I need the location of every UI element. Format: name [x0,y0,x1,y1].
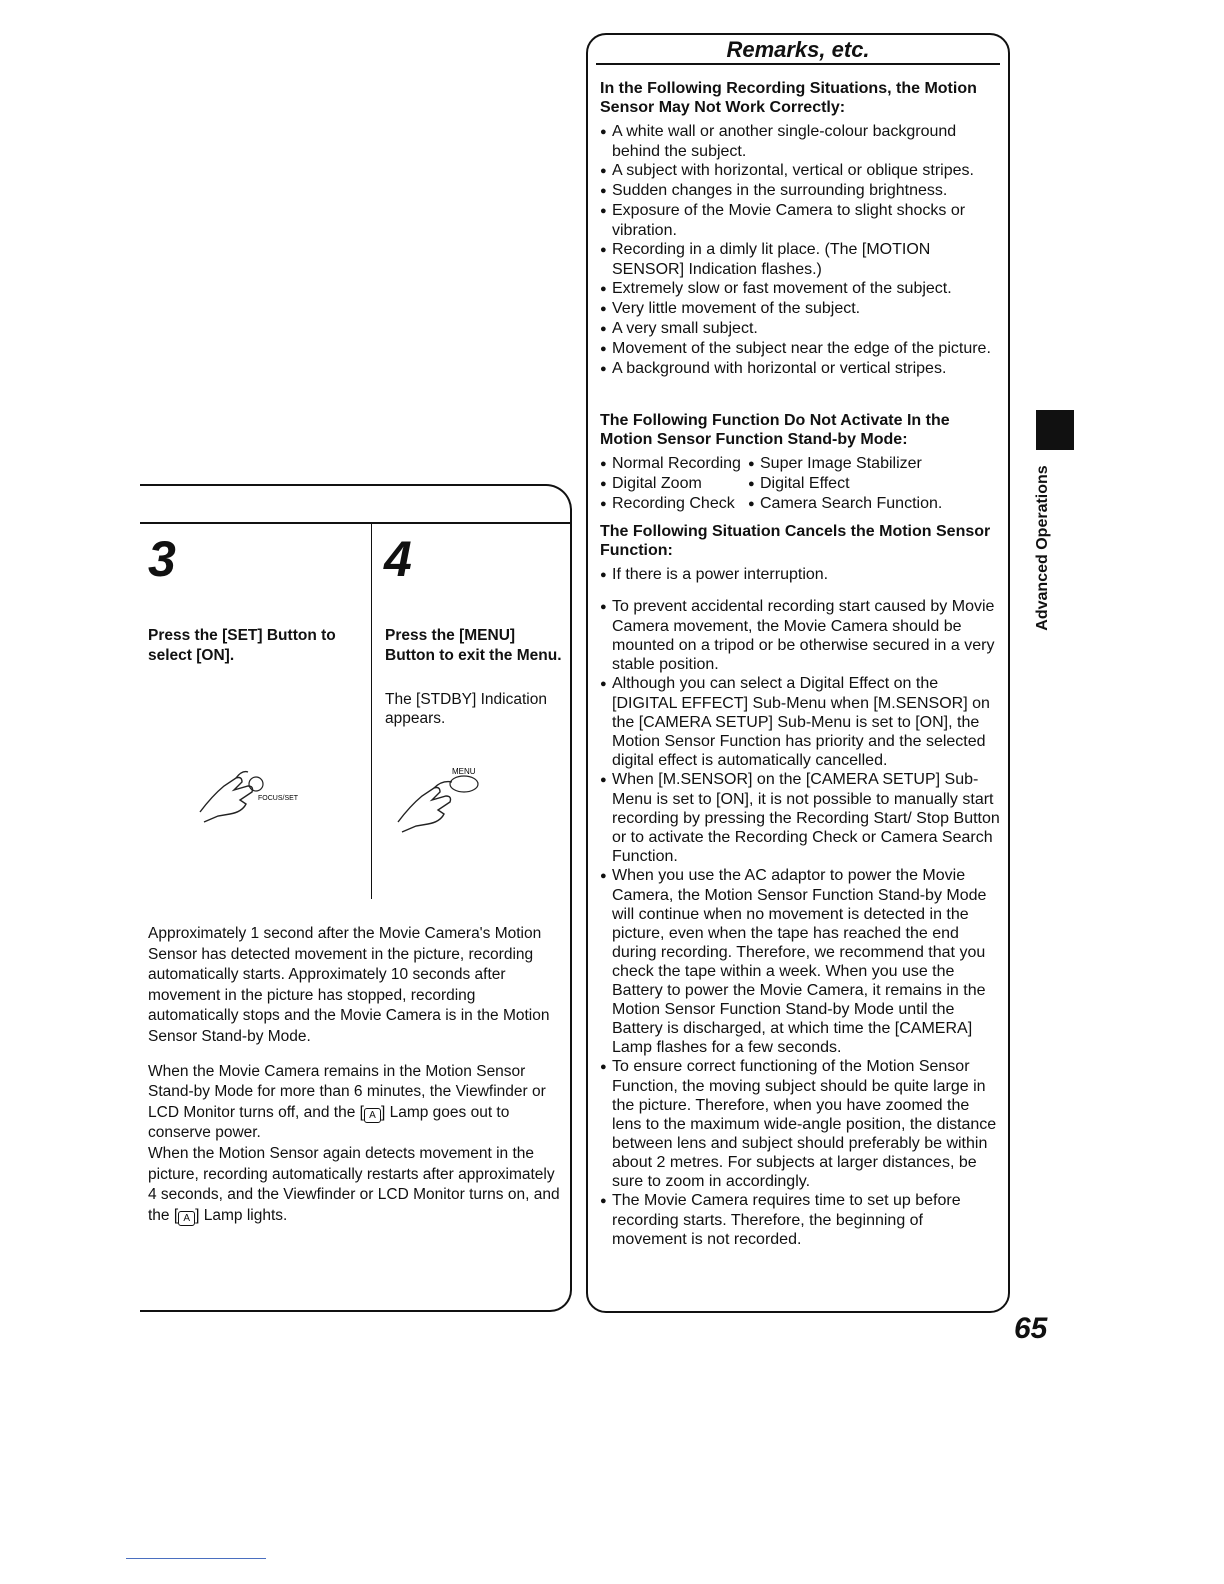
list-item: ● To ensure correct functioning of the Motion Sensor Function, the moving subject should be quite large in the picture. Therefore, when you have zoomed the lens to the maximum wide-angle position, the distance between lens and subject should preferably be within about 2 metres. For subjects at larger distances, be sure to zoom in accordingly. [600,1057,1000,1191]
list-item: ● When you use the AC adaptor to power the Movie Camera, the Motion Sensor Function Stand-by Mode will continue when no movement is detected in the picture, even when the tape has reached the end during recording. Therefore, we recommend that you check the tape within a week. When you use the Battery to power the Movie Camera, it remains in the Motion Sensor Function Stand-by Mode until the Battery is discharged, at which time the [CAMERA] Lamp flashes for a few seconds. [600,866,1000,1057]
motion-sensor-description [148,924,562,1240]
hand-press-icon [196,764,306,824]
step-description: The [STDBY] Indication appears. [385,691,547,727]
section-label: Advanced Operations [1034,465,1051,631]
button-label: FOCUS/SET [258,795,299,802]
list-item: ● To prevent accidental recording start caused by Movie Camera movement, the Movie Camera should be mounted on a tripod or be otherwise secured in a very stable position. [600,597,1000,674]
list-item: ● A white wall or another single-colour background behind the subject. [600,122,1000,161]
camera-lamp-icon: A [178,1211,195,1226]
functions-grid [600,454,1000,514]
list-item: ● Recording Check [600,494,748,514]
list-item: ● Although you can select a Digital Effect on the [DIGITAL EFFECT] Sub-Menu when [M.SENSOR] on the [CAMERA SETUP] Sub-Menu is set to [ON], the Motion Sensor Function has priority and the selected digital effect is automatically cancelled. [600,674,1000,770]
list-item: ● The Movie Camera requires time to set up before recording starts. Therefore, the beginning of movement is not recorded. [600,1191,1000,1249]
step-4 [371,524,570,899]
remarks-body [600,79,1000,1249]
list-item: ● Very little movement of the subject. [600,299,1000,319]
section-tab-marker [1036,410,1074,450]
step-3 [140,524,371,899]
step-title: Press the [MENU] Button to exit the Menu. [385,627,562,664]
step-number: 4 [384,531,412,587]
section-heading: In the Following Recording Situations, the Motion Sensor May Not Work Correctly: [600,80,977,116]
list-item: ● Recording in a dimly lit place. (The [MOTION SENSOR] Indication flashes.) [600,240,1000,279]
footer-line [126,1558,266,1559]
list-item: ● Super Image Stabilizer [748,454,998,474]
button-label: MENU [452,767,476,776]
page-number: 65 [1014,1312,1048,1345]
list-item: ● A background with horizontal or vertical stripes. [600,359,1000,379]
paragraph: When the Movie Camera remains in the Motion Sensor Stand-by Mode for more than 6 minutes, the Viewfinder or LCD Monitor turns off, and the [ A ] Lamp goes out to conserve power. When the Motion Sensor again detects movement in the picture, recording automatically restarts after approximately 4 seconds, and the Viewfinder or LCD Monitor turns on, and the [ A ] Lamp lights. [148,1062,560,1224]
divider [596,63,1000,65]
section-heading: The Following Situation Cancels the Motion Sensor Function: [600,523,991,559]
list-item: ● Exposure of the Movie Camera to slight shocks or vibration. [600,201,1000,240]
list-item: ● When [M.SENSOR] on the [CAMERA SETUP] Sub-Menu is set to [ON], it is not possible to manually start recording by pressing the Recording Start/ Stop Button or to activate the Recording Check or Camera Search Function. [600,770,1000,866]
list-item: ● Normal Recording [600,454,748,474]
list-item: ● Digital Effect [748,474,998,494]
step-title: Press the [SET] Button to select [ON]. [148,627,336,664]
list-item: ● A subject with horizontal, vertical or oblique stripes. [600,161,1000,181]
list-item: ● A very small subject. [600,319,1000,339]
steps-panel [140,484,572,1312]
list-item: ● Sudden changes in the surrounding brightness. [600,181,1000,201]
camera-lamp-icon: A [364,1108,381,1123]
situations-list [600,122,1000,379]
step-number: 3 [148,531,176,587]
list-item: ● Camera Search Function. [748,494,998,514]
list-item: ● Digital Zoom [600,474,748,494]
list-item: ● Movement of the subject near the edge of the picture. [600,339,1000,359]
notes-list [600,597,1000,1249]
section-heading: The Following Function Do Not Activate In the Motion Sensor Function Stand-by Mode: [600,412,950,448]
remarks-box [586,33,1010,1313]
steps-row [140,522,570,899]
cancel-list [600,565,1000,585]
list-item: ● Extremely slow or fast movement of the subject. [600,279,1000,299]
paragraph: Approximately 1 second after the Movie Camera's Motion Sensor has detected movement in the picture, recording automatically starts. Approximately 10 seconds after movement in the picture has stopped, recording automatically stops and the Movie Camera is in the Motion Sensor Stand-by Mode. [148,925,550,1045]
remarks-title: Remarks, etc. [726,37,870,62]
hand-press-icon [394,764,504,834]
list-item: ● If there is a power interruption. [600,565,1000,585]
